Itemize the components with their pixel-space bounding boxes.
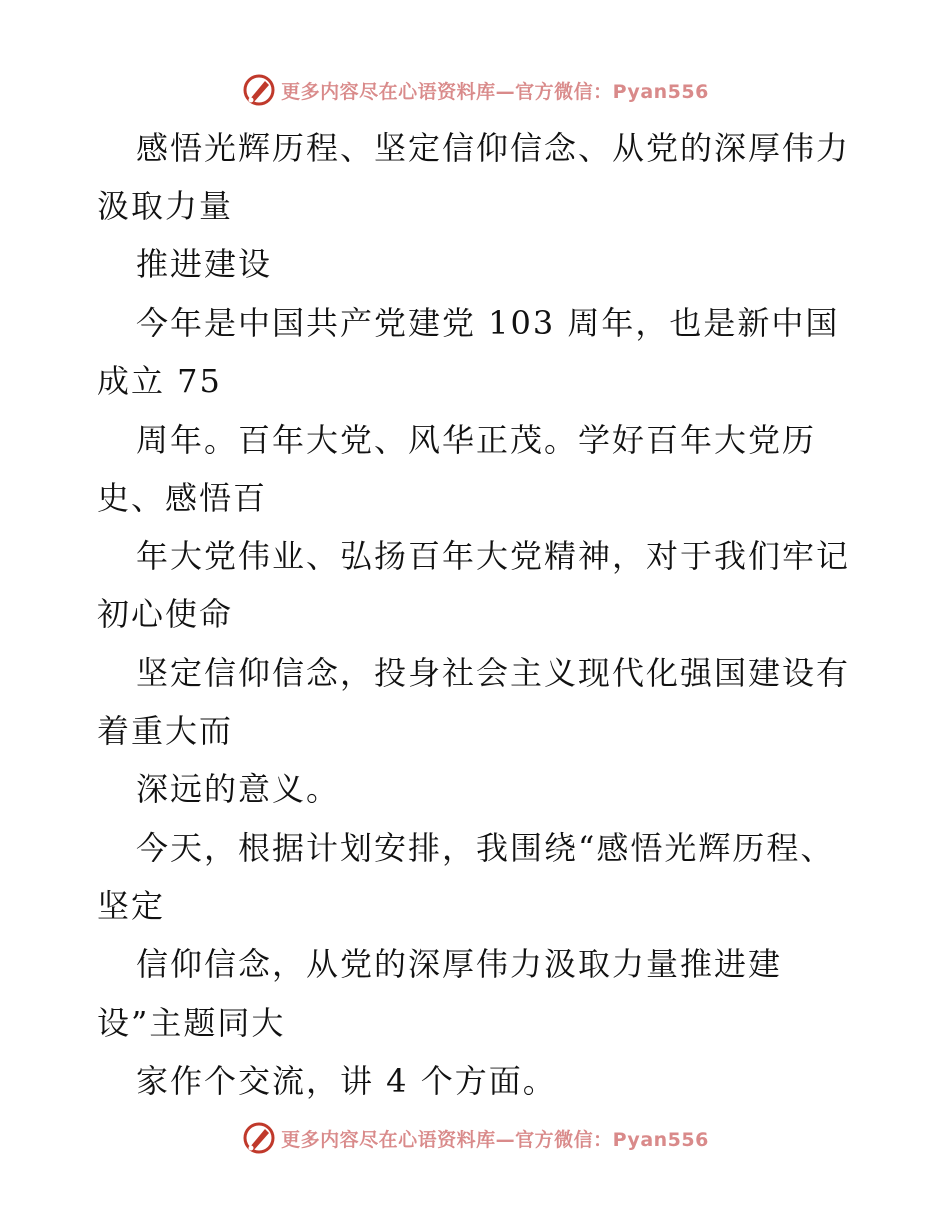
- pen-emblem-icon: [241, 1120, 277, 1156]
- text-line: 推进建设: [136, 245, 273, 283]
- header-banner: [0, 70, 950, 110]
- header-banner-text: 更多内容尽在心语资料库—官方微信：Pyan556: [281, 80, 709, 103]
- text-line: 史、感悟百: [97, 479, 268, 517]
- text-line: 设”主题同大: [97, 1004, 286, 1042]
- text-line: 汲取力量: [97, 187, 234, 225]
- text-line: 年大党伟业、弘扬百年大党精神，对于我们牢记: [136, 537, 851, 575]
- text-line: 深远的意义。: [136, 770, 341, 808]
- footer-banner: [0, 1118, 950, 1158]
- text-line: 家作个交流，讲 4 个方面。: [136, 1062, 557, 1100]
- text-line: 坚定: [97, 887, 166, 925]
- text-line: 今天，根据计划安排，我围绕“感悟光辉历程、: [136, 829, 835, 867]
- text-line: 成立 75: [97, 362, 222, 400]
- pen-emblem-icon: [241, 72, 277, 108]
- text-line: 坚定信仰信念，投身社会主义现代化强国建设有: [136, 654, 851, 692]
- text-line: 信仰信念，从党的深厚伟力汲取力量推进建: [136, 945, 783, 983]
- text-line: 感悟光辉历程、坚定信仰信念、从党的深厚伟力: [136, 129, 851, 167]
- text-line: 着重大而: [97, 712, 234, 750]
- text-line: 今年是中国共产党建党 103 周年，也是新中国: [136, 304, 840, 342]
- footer-banner-text: 更多内容尽在心语资料库—官方微信：Pyan556: [281, 1128, 709, 1151]
- text-line: 初心使命: [97, 595, 234, 633]
- text-line: 周年。百年大党、风华正茂。学好百年大党历: [136, 421, 817, 459]
